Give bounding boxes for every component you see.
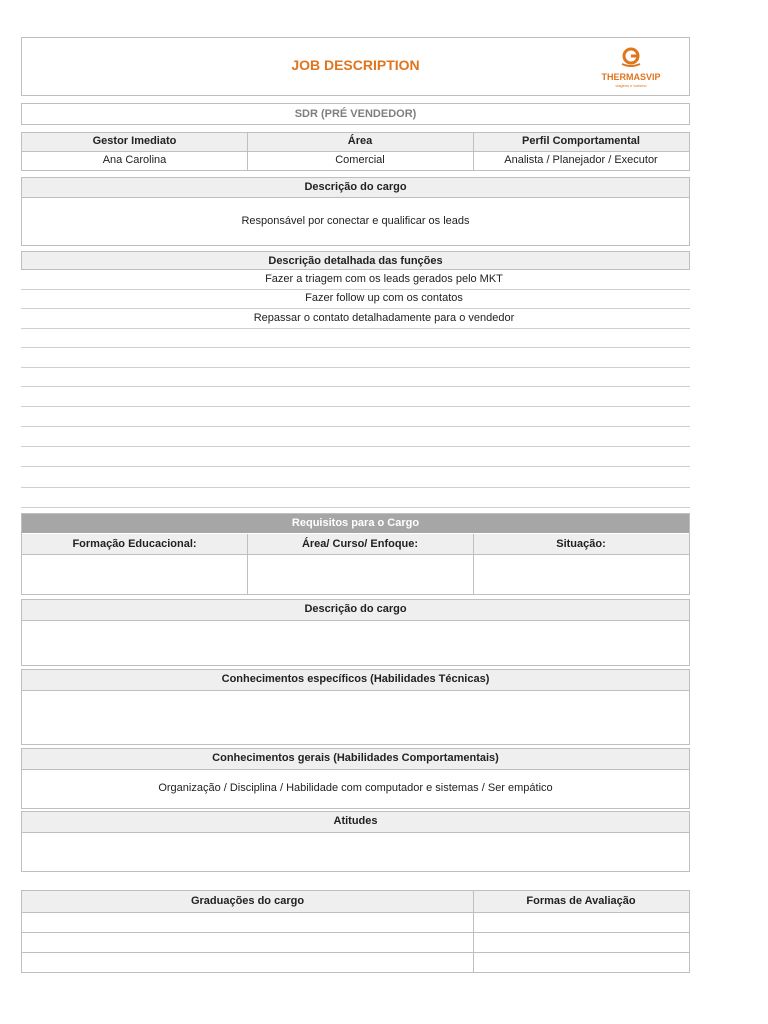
logo-icon [592,44,670,70]
row-divider [21,466,690,467]
conhecimentos-gerais-section [21,748,690,809]
descricao-cargo-text: Responsável por conectar e qualificar os leads [241,215,470,227]
descricao-cargo-header: Descrição do cargo [304,181,407,193]
descricao-cargo-section [21,177,690,246]
conhecimentos-gerais-header: Conhecimentos gerais (Habilidades Comportamentais) [212,752,499,764]
info-table [21,132,690,171]
funcoes-header-box [21,251,690,270]
graduacoes-table [21,890,690,973]
row-divider [21,308,690,309]
header-perfil: Perfil Comportamental [522,135,640,147]
graduacoes-col-cargo: Graduações do cargo [190,895,305,907]
role-box [21,103,690,125]
header-gestor: Gestor Imediato [92,135,177,147]
logo-name: THERMASVIP [601,72,661,82]
value-perfil: Analista / Planejador / Executor [504,154,658,166]
requisitos-col-formacao: Formação Educacional: [72,538,197,550]
company-logo [592,44,670,92]
row-divider [21,328,690,329]
conhecimentos-especificos-section [21,669,690,745]
funcao-item: Repassar o contato detalhadamente para o vendedor [253,312,515,324]
graduacoes-col-avaliacao: Formas de Avaliação [526,895,636,907]
atitudes-section [21,811,690,872]
value-area: Comercial [335,154,385,166]
row-divider [21,507,690,508]
requisitos-table [21,513,690,595]
requisitos-header: Requisitos para o Cargo [291,517,420,529]
row-divider [21,347,690,348]
value-gestor: Ana Carolina [102,154,167,166]
header-area: Área [347,135,373,147]
page-title: JOB DESCRIPTION [291,57,420,73]
descricao-cargo-2-section [21,599,690,666]
atitudes-header: Atitudes [333,815,378,827]
row-divider [21,406,690,407]
funcoes-header: Descrição detalhada das funções [268,255,443,267]
requisitos-col-area: Área/ Curso/ Enfoque: [301,538,419,550]
requisitos-col-situacao: Situação: [556,538,606,550]
funcao-item: Fazer follow up com os contatos [305,292,463,304]
row-divider [21,487,690,488]
role-title: SDR (PRÉ VENDEDOR) [294,108,417,120]
row-divider [21,426,690,427]
row-divider [21,446,690,447]
row-divider [21,386,690,387]
row-divider [21,289,690,290]
funcao-item: Fazer a triagem com os leads gerados pelo MKT [265,273,503,285]
title-block [21,37,690,96]
conhecimentos-gerais-text: Organização / Disciplina / Habilidade com computador e sistemas / Ser empático [158,782,553,794]
logo-tagline: viagens e turismo [615,83,647,88]
descricao-cargo-2-header: Descrição do cargo [304,603,407,615]
row-divider [21,367,690,368]
conhecimentos-especificos-header: Conhecimentos específicos (Habilidades Técnicas) [221,673,490,685]
